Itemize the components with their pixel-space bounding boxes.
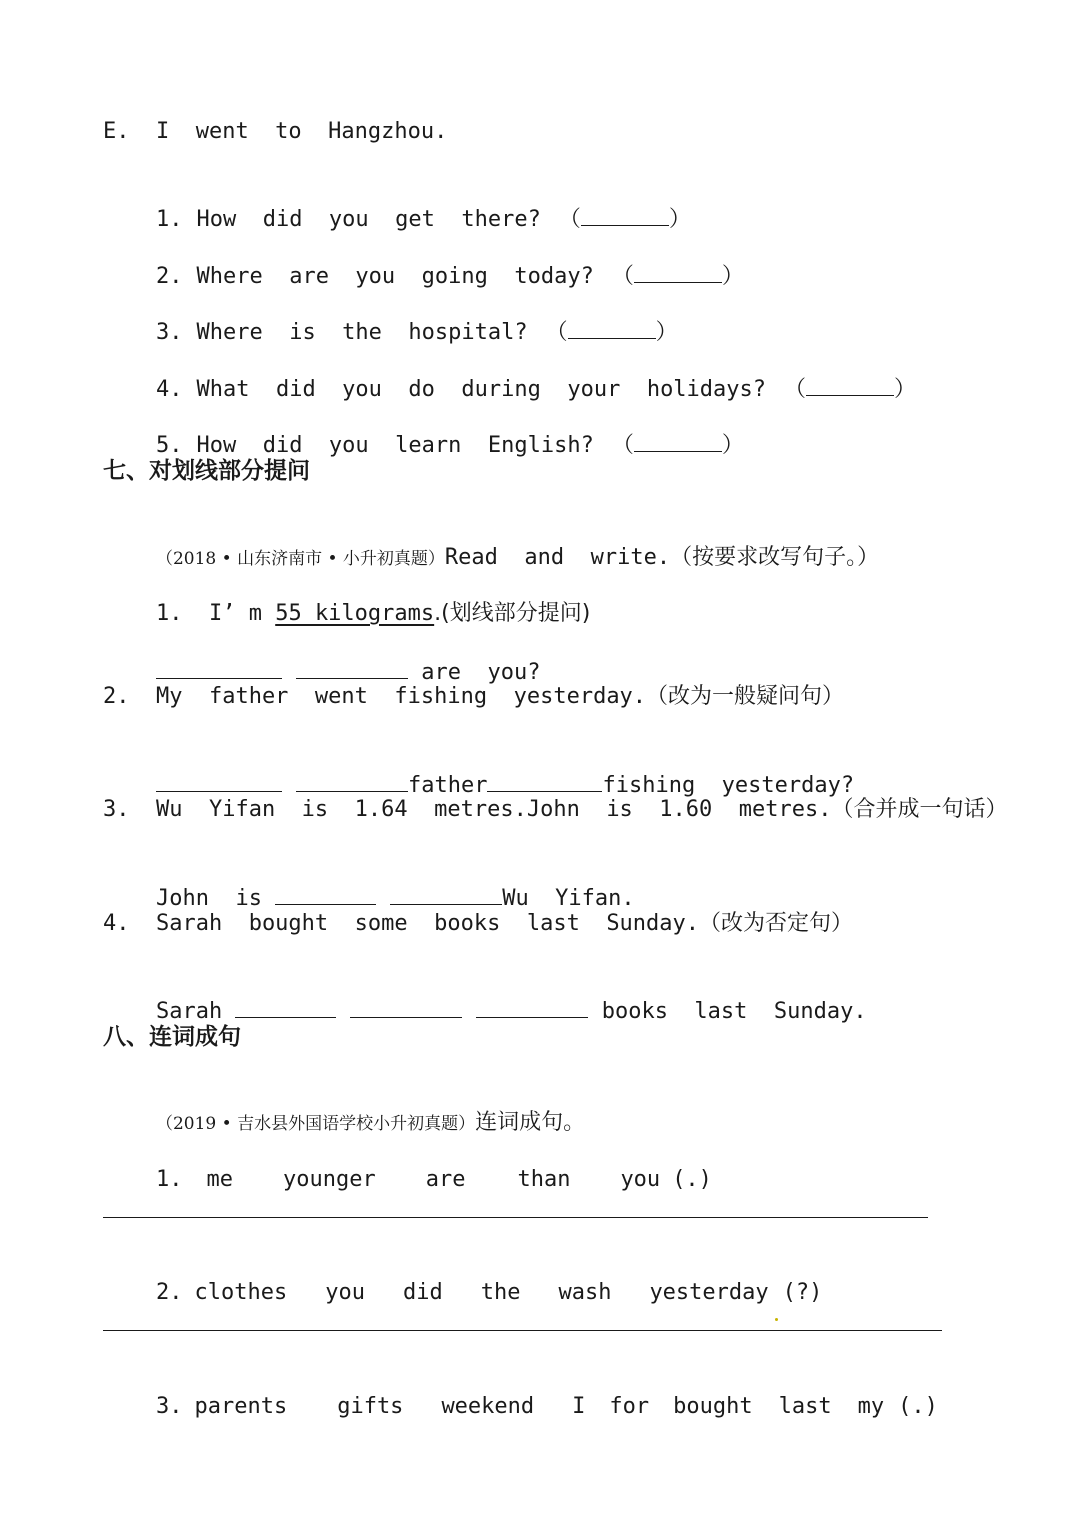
paren-open: （ [545, 320, 568, 345]
answer-blank[interactable] [568, 316, 656, 339]
answer-text: Sarah [155, 999, 236, 1024]
s8-item-3 [103, 1362, 938, 1452]
answer-blank[interactable] [476, 995, 588, 1018]
word: yesterday [649, 1280, 769, 1305]
paren-open: （ [784, 377, 807, 402]
s7-question-3: 3. Wu Yifan is 1.64 metres.John is 1.60 metres.（合并成一句话） [103, 797, 1008, 822]
answer-line[interactable] [103, 1217, 928, 1218]
source-note: （2018 • 山东济南市 • 小升初真题） [155, 549, 445, 569]
question-text: Where are you going today? [196, 264, 594, 289]
s8-item-1 [103, 1135, 712, 1225]
question-number: 3. [155, 320, 183, 345]
word: me [206, 1167, 233, 1192]
item-number: 1. [155, 1167, 183, 1192]
word: weekend [441, 1394, 535, 1419]
paren-close: ） [668, 207, 691, 232]
word: you [620, 1167, 661, 1192]
answer-blank[interactable] [581, 203, 669, 226]
s7-question-4: 4. Sarah bought some books last Sunday.（改为否定句） [103, 911, 854, 936]
word: are [425, 1167, 466, 1192]
option-e: E. I went to Hangzhou. [103, 119, 448, 144]
answer-text: are you? [407, 660, 541, 685]
word: wash [558, 1280, 612, 1305]
instruction: 连词成句。 [475, 1110, 586, 1135]
word: (.) [672, 1167, 712, 1192]
word: (.) [898, 1394, 938, 1419]
word: last [778, 1394, 832, 1419]
question-suffix: .(划线部分提问) [434, 601, 591, 626]
answer-text: John is [155, 886, 276, 911]
answer-line[interactable] [103, 1330, 942, 1331]
word: I [572, 1394, 586, 1419]
answer-blank[interactable] [235, 995, 336, 1018]
word: you [325, 1280, 365, 1305]
question-number: 1. [155, 207, 183, 232]
answer-blank[interactable] [296, 769, 408, 792]
word: bought [673, 1394, 753, 1419]
answer-blank[interactable] [634, 429, 722, 452]
question-number: 5. [155, 433, 183, 458]
item-number: 2. [155, 1280, 183, 1305]
s7-question-2: 2. My father went fishing yesterday.（改为一般疑问句） [103, 684, 845, 709]
answer-text: Wu Yifan. [502, 886, 635, 911]
question-number: 2. [155, 264, 183, 289]
answer-text: fishing yesterday? [602, 773, 855, 798]
answer-blank[interactable] [296, 656, 408, 679]
stray-mark [775, 1318, 778, 1321]
word: the [480, 1280, 521, 1305]
item-number: 3. [155, 1394, 183, 1419]
section-8-heading: 八、连词成句 [103, 1024, 241, 1050]
answer-blank[interactable] [275, 882, 376, 905]
answer-blank[interactable] [634, 260, 722, 283]
answer-blank[interactable] [806, 373, 894, 396]
paren-open: （ [558, 207, 581, 232]
word: (?) [782, 1280, 823, 1305]
paren-close: ） [655, 320, 678, 345]
paren-close: ） [721, 264, 744, 289]
s8-item-2 [103, 1248, 822, 1338]
word: gifts [337, 1394, 404, 1419]
word: parents [194, 1394, 288, 1419]
paren-open: （ [611, 264, 634, 289]
underlined-part: 55 kilograms [275, 601, 435, 626]
question-number: 4. [155, 377, 183, 402]
word: clothes [194, 1280, 288, 1305]
instruction: Read and write.（按要求改写句子。） [444, 545, 880, 570]
question-text: What did you do during your holidays? [196, 377, 767, 402]
question-text: Where is the hospital? [196, 320, 528, 345]
word: for [609, 1394, 650, 1419]
answer-blank[interactable] [390, 882, 502, 905]
paren-close: ） [721, 433, 744, 458]
word: did [402, 1280, 443, 1305]
word: than [517, 1167, 571, 1192]
answer-text: books last Sunday. [588, 999, 867, 1024]
word: younger [282, 1167, 376, 1192]
answer-blank[interactable] [350, 995, 462, 1018]
source-note: （2019 • 吉水县外国语学校小升初真题） [155, 1114, 476, 1134]
question-text: 1. I’ m [155, 601, 276, 626]
section-7-heading: 七、对划线部分提问 [103, 458, 310, 484]
question-text: How did you learn English? [196, 433, 594, 458]
paren-close: ） [894, 377, 917, 402]
word: my [857, 1394, 885, 1419]
question-text: How did you get there? [196, 207, 541, 232]
paren-open: （ [611, 433, 634, 458]
answer-text: father [407, 773, 488, 798]
answer-blank[interactable] [156, 656, 282, 679]
answer-blank[interactable] [487, 769, 602, 792]
answer-blank[interactable] [156, 769, 282, 792]
